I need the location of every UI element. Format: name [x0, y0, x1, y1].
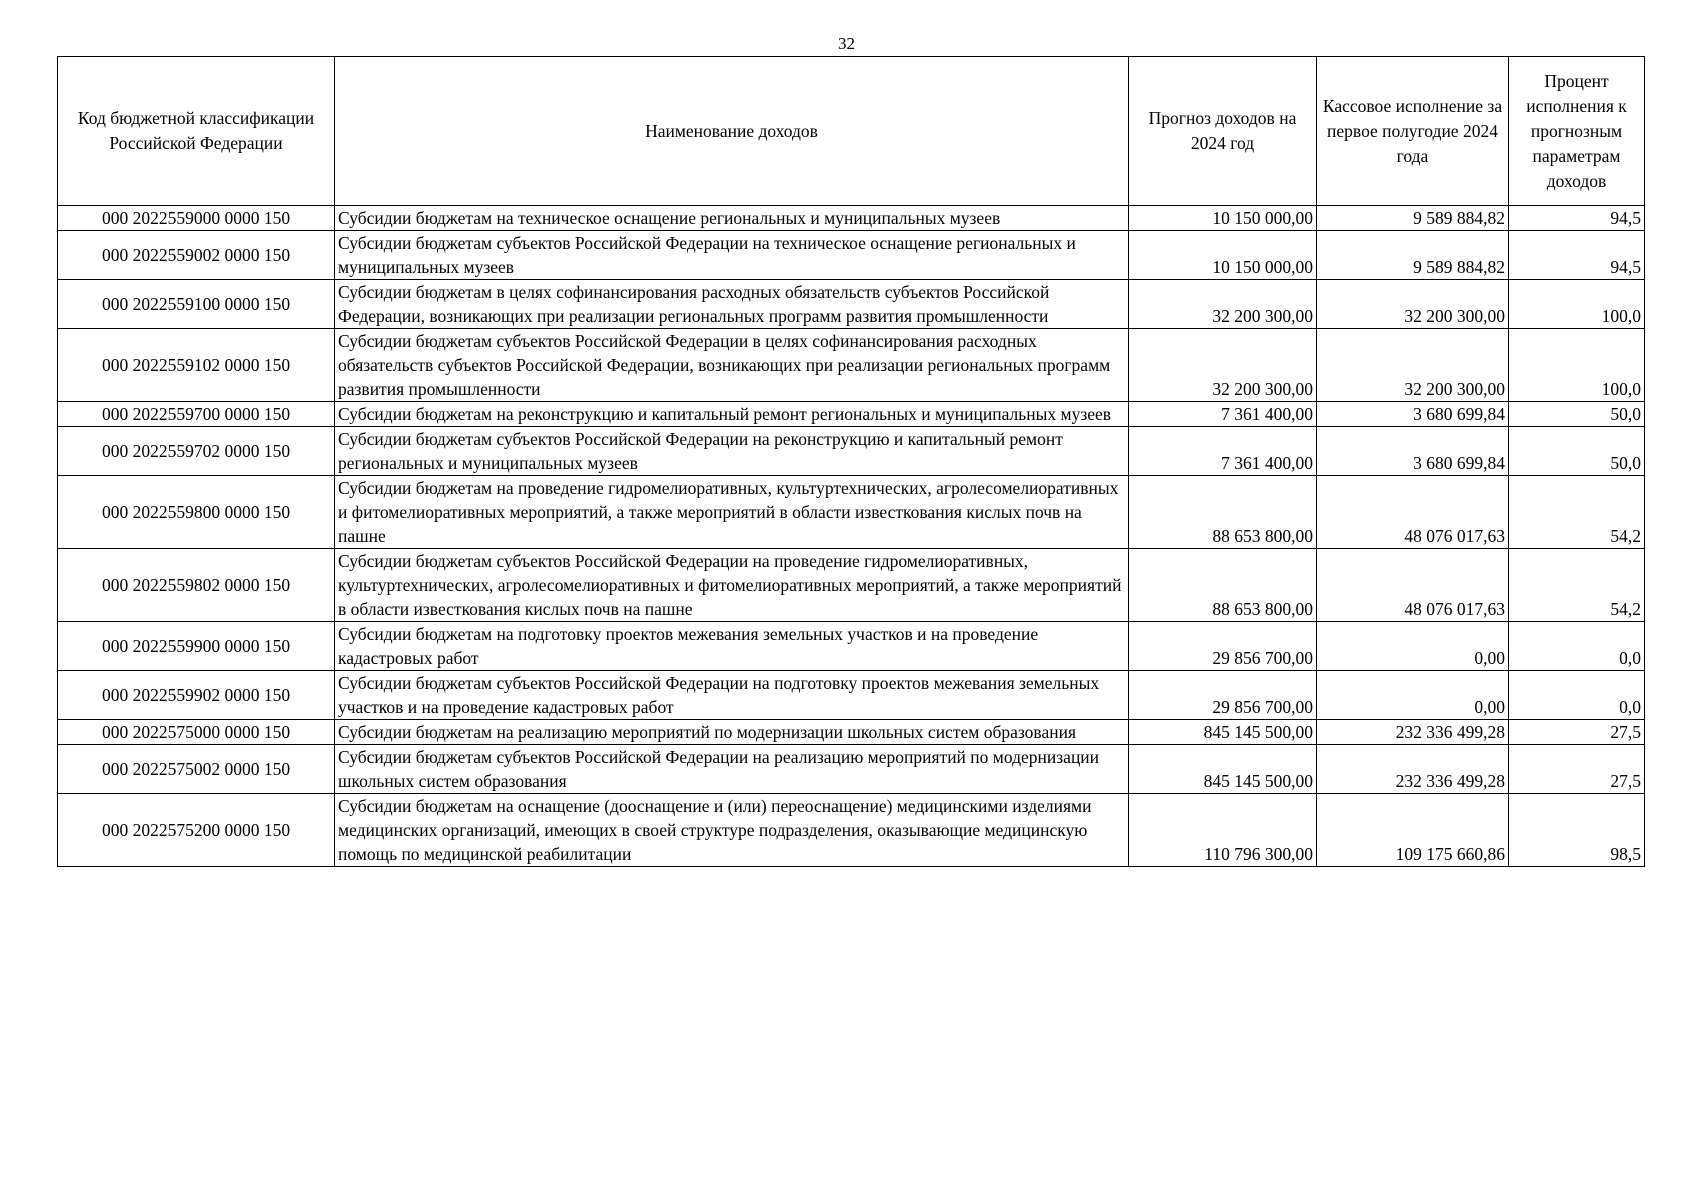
cell-forecast: 29 856 700,00: [1129, 622, 1317, 671]
cell-name: Субсидии бюджетам субъектов Российской Федерации на проведение гидромелиоративных, культуртехнических, агролесомелиоративных и фитомелиоративных мероприятий, а также мероприятий в области известкования кислых почв на пашне: [335, 549, 1129, 622]
cell-forecast: 7 361 400,00: [1129, 427, 1317, 476]
cell-percent: 50,0: [1509, 427, 1645, 476]
cell-code: 000 2022575002 0000 150: [58, 745, 335, 794]
cell-percent: 98,5: [1509, 794, 1645, 867]
table-row: [58, 745, 1645, 794]
cell-forecast: 845 145 500,00: [1129, 745, 1317, 794]
table-row: [58, 231, 1645, 280]
cell-code: 000 2022559100 0000 150: [58, 280, 335, 329]
cell-forecast: 7 361 400,00: [1129, 402, 1317, 427]
page-number: 32: [838, 34, 855, 53]
cell-percent: 54,2: [1509, 476, 1645, 549]
table-row: [58, 794, 1645, 867]
table-row: [58, 329, 1645, 402]
cell-percent: 50,0: [1509, 402, 1645, 427]
cell-percent: 100,0: [1509, 280, 1645, 329]
table-row: [58, 671, 1645, 720]
cell-name: Субсидии бюджетам на реализацию мероприятий по модернизации школьных систем образования: [335, 720, 1129, 745]
cell-name: Субсидии бюджетам на реконструкцию и капитальный ремонт региональных и муниципальных музеев: [335, 402, 1129, 427]
header-percent: Процент исполнения к прогнозным параметрам доходов: [1509, 57, 1645, 206]
cell-forecast: 10 150 000,00: [1129, 231, 1317, 280]
cell-name: Субсидии бюджетам субъектов Российской Федерации в целях софинансирования расходных обязательств субъектов Российской Федерации, возникающих при реализации региональных программ развития промышленности: [335, 329, 1129, 402]
cell-code: 000 2022559000 0000 150: [58, 206, 335, 231]
cell-percent: 94,5: [1509, 231, 1645, 280]
cell-forecast: 845 145 500,00: [1129, 720, 1317, 745]
table-row: [58, 622, 1645, 671]
cell-percent: 54,2: [1509, 549, 1645, 622]
table-row: [58, 549, 1645, 622]
table-row: [58, 427, 1645, 476]
cell-name: Субсидии бюджетам субъектов Российской Федерации на подготовку проектов межевания земельных участков и на проведение кадастровых работ: [335, 671, 1129, 720]
cell-forecast: 32 200 300,00: [1129, 329, 1317, 402]
cell-execution: 32 200 300,00: [1317, 280, 1509, 329]
cell-code: 000 2022559700 0000 150: [58, 402, 335, 427]
cell-name: Субсидии бюджетам субъектов Российской Федерации на реконструкцию и капитальный ремонт региональных и муниципальных музеев: [335, 427, 1129, 476]
cell-name: Субсидии бюджетам на подготовку проектов межевания земельных участков и на проведение кадастровых работ: [335, 622, 1129, 671]
cell-percent: 94,5: [1509, 206, 1645, 231]
table-body: [58, 206, 1645, 867]
cell-forecast: 110 796 300,00: [1129, 794, 1317, 867]
cell-execution: 48 076 017,63: [1317, 476, 1509, 549]
cell-execution: 232 336 499,28: [1317, 720, 1509, 745]
cell-percent: 27,5: [1509, 745, 1645, 794]
table-row: [58, 720, 1645, 745]
cell-forecast: 10 150 000,00: [1129, 206, 1317, 231]
cell-code: 000 2022559702 0000 150: [58, 427, 335, 476]
cell-code: 000 2022559002 0000 150: [58, 231, 335, 280]
cell-code: 000 2022559800 0000 150: [58, 476, 335, 549]
cell-name: Субсидии бюджетам в целях софинансирования расходных обязательств субъектов Российской Федерации, возникающих при реализации региональных программ развития промышленности: [335, 280, 1129, 329]
cell-percent: 0,0: [1509, 671, 1645, 720]
cell-forecast: 88 653 800,00: [1129, 476, 1317, 549]
header-code: Код бюджетной классификации Российской Федерации: [58, 57, 335, 206]
cell-execution: 109 175 660,86: [1317, 794, 1509, 867]
cell-percent: 100,0: [1509, 329, 1645, 402]
cell-code: 000 2022559102 0000 150: [58, 329, 335, 402]
cell-code: 000 2022575200 0000 150: [58, 794, 335, 867]
cell-execution: 3 680 699,84: [1317, 402, 1509, 427]
cell-execution: 32 200 300,00: [1317, 329, 1509, 402]
table-row: [58, 402, 1645, 427]
header-forecast: Прогноз доходов на 2024 год: [1129, 57, 1317, 206]
header-execution: Кассовое исполнение за первое полугодие 2024 года: [1317, 57, 1509, 206]
header-name: Наименование доходов: [335, 57, 1129, 206]
cell-percent: 27,5: [1509, 720, 1645, 745]
income-table: [57, 56, 1645, 867]
cell-execution: 0,00: [1317, 622, 1509, 671]
cell-forecast: 29 856 700,00: [1129, 671, 1317, 720]
cell-execution: 3 680 699,84: [1317, 427, 1509, 476]
cell-percent: 0,0: [1509, 622, 1645, 671]
cell-name: Субсидии бюджетам на проведение гидромелиоративных, культуртехнических, агролесомелиоративных и фитомелиоративных мероприятий, а также мероприятий в области известкования кислых почв на пашне: [335, 476, 1129, 549]
cell-code: 000 2022559802 0000 150: [58, 549, 335, 622]
cell-name: Субсидии бюджетам субъектов Российской Федерации на техническое оснащение региональных и муниципальных музеев: [335, 231, 1129, 280]
cell-execution: 9 589 884,82: [1317, 231, 1509, 280]
cell-code: 000 2022559902 0000 150: [58, 671, 335, 720]
table-row: [58, 476, 1645, 549]
cell-execution: 232 336 499,28: [1317, 745, 1509, 794]
cell-execution: 0,00: [1317, 671, 1509, 720]
cell-forecast: 88 653 800,00: [1129, 549, 1317, 622]
cell-execution: 48 076 017,63: [1317, 549, 1509, 622]
table-header: [58, 57, 1645, 206]
table-row: [58, 206, 1645, 231]
cell-name: Субсидии бюджетам на техническое оснащение региональных и муниципальных музеев: [335, 206, 1129, 231]
table-row: [58, 280, 1645, 329]
cell-code: 000 2022575000 0000 150: [58, 720, 335, 745]
cell-name: Субсидии бюджетам субъектов Российской Федерации на реализацию мероприятий по модернизации школьных систем образования: [335, 745, 1129, 794]
cell-code: 000 2022559900 0000 150: [58, 622, 335, 671]
cell-execution: 9 589 884,82: [1317, 206, 1509, 231]
header-row: [58, 57, 1645, 206]
cell-forecast: 32 200 300,00: [1129, 280, 1317, 329]
cell-name: Субсидии бюджетам на оснащение (дооснащение и (или) переоснащение) медицинскими изделиями медицинских организаций, имеющих в своей структуре подразделения, оказывающие медицинскую помощь по медицинской реабилитации: [335, 794, 1129, 867]
